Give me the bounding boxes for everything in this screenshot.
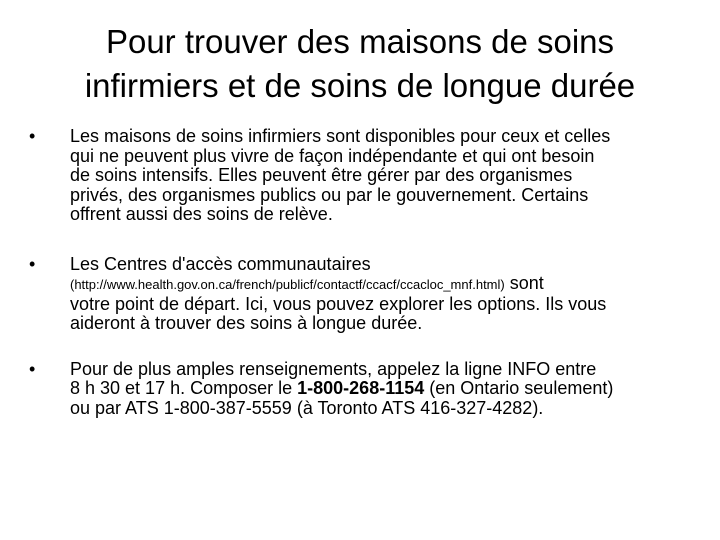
bullet-list bbox=[26, 127, 686, 439]
bullet-dot: • bbox=[29, 358, 36, 379]
bullet-item-nursing-homes bbox=[26, 127, 686, 225]
bullet-item-access-centres bbox=[26, 255, 686, 334]
ccac-url-link[interactable]: (http://www.health.gov.on.ca/french/publicf/contactf/ccacf/ccacloc_mnf.html) bbox=[70, 277, 505, 292]
bullet-3-line-1: Pour de plus amples renseignements, appelez la ligne INFO entre bbox=[70, 358, 597, 379]
bullet-dot: • bbox=[29, 253, 36, 274]
bullet-1-line-1: Les maisons de soins infirmiers sont disponibles pour ceux et celles bbox=[70, 126, 611, 146]
bullet-1-line-2: qui ne peuvent plus vivre de façon indépendante et qui ont besoin bbox=[70, 145, 595, 166]
bullet-2-line-4: aideront à trouver des soins à longue durée. bbox=[70, 313, 423, 333]
bullet-item-info-line bbox=[26, 360, 686, 419]
bullet-2-line-2 bbox=[70, 274, 686, 295]
bullet-dot: • bbox=[29, 126, 36, 146]
info-phone-number: 1-800-268-1154 bbox=[297, 378, 425, 398]
bullet-3-line-2-before: 8 h 30 et 17 h. Composer le bbox=[70, 378, 298, 398]
bullet-2-after-url: sont bbox=[504, 273, 544, 293]
bullet-3-line-2-after: (en Ontario seulement) bbox=[424, 378, 614, 398]
slide-title bbox=[20, 20, 700, 108]
bullet-3-line-2 bbox=[70, 379, 686, 399]
bullet-2-line-3: votre point de départ. Ici, vous pouvez explorer les options. Ils vous bbox=[70, 293, 607, 314]
slide-title-line-2: infirmiers et de soins de longue durée bbox=[84, 67, 636, 104]
slide-title-line-1: Pour trouver des maisons de soins bbox=[105, 23, 615, 60]
bullet-1-line-5: offrent aussi des soins de relève. bbox=[70, 204, 333, 224]
bullet-1-line-4: privés, des organismes publics ou par le gouvernement. Certains bbox=[70, 184, 589, 205]
bullet-2-line-1: Les Centres d'accès communautaires bbox=[70, 253, 371, 274]
bullet-3-line-3: ou par ATS 1-800-387-5559 (à Toronto ATS 416-327-4282). bbox=[70, 397, 544, 418]
bullet-1-line-3: de soins intensifs. Elles peuvent être gérer par des organismes bbox=[70, 165, 573, 185]
